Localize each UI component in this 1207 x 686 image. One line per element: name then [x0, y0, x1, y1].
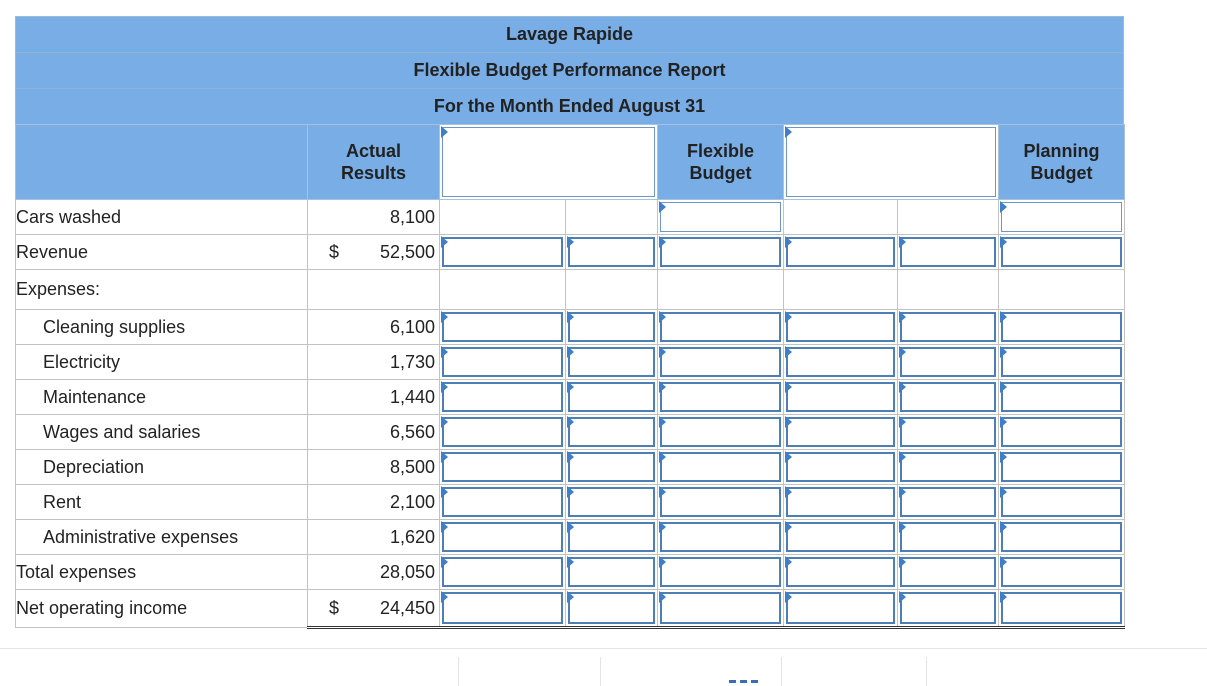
dropdown-marker-icon	[567, 591, 574, 603]
dropdown-marker-icon	[899, 381, 906, 393]
variance-cell	[784, 200, 898, 235]
dropdown-marker-icon	[441, 126, 448, 138]
flexible-input[interactable]	[660, 347, 781, 377]
dropdown-marker-icon	[659, 591, 666, 603]
variance-select[interactable]	[568, 522, 655, 552]
variance-input[interactable]	[442, 417, 563, 447]
dropdown-marker-icon	[899, 556, 906, 568]
dropdown-marker-icon	[567, 236, 574, 248]
dropdown-marker-icon	[659, 416, 666, 428]
variance-input[interactable]	[442, 557, 563, 587]
dropdown-marker-icon	[1000, 201, 1007, 213]
planning-cell[interactable]	[999, 345, 1125, 380]
dropdown-marker-icon	[441, 591, 448, 603]
variance-select[interactable]	[900, 487, 996, 517]
dropdown-marker-icon	[567, 381, 574, 393]
variance-select[interactable]	[568, 557, 655, 587]
variance-select[interactable]	[568, 487, 655, 517]
dropdown-marker-icon	[659, 346, 666, 358]
variance-label-cell[interactable]	[566, 345, 658, 380]
table-row	[16, 450, 1125, 485]
label-cell	[566, 200, 658, 235]
dropdown-marker-icon	[441, 346, 448, 358]
variance-select[interactable]	[900, 417, 996, 447]
planning-cell[interactable]	[999, 310, 1125, 345]
header-input-2[interactable]	[784, 125, 999, 200]
variance-input[interactable]	[786, 452, 895, 482]
variance-amount-cell[interactable]	[440, 235, 566, 270]
planning-input[interactable]	[1001, 417, 1122, 447]
variance-select[interactable]	[900, 347, 996, 377]
actual-cell	[308, 200, 440, 235]
variance-label-cell[interactable]	[898, 235, 999, 270]
variance-amount-cell[interactable]	[784, 520, 898, 555]
dropdown-marker-icon	[441, 486, 448, 498]
report-title: Flexible Budget Performance Report	[15, 52, 1124, 88]
dropdown-marker-icon	[785, 451, 792, 463]
header-flexible-budget	[658, 125, 784, 200]
variance-amount-cell[interactable]	[784, 235, 898, 270]
flexible-cell[interactable]	[658, 555, 784, 590]
dropdown-marker-icon	[567, 416, 574, 428]
variance-amount-cell[interactable]	[440, 345, 566, 380]
report-table	[15, 124, 1125, 629]
flexible-cell[interactable]	[658, 485, 784, 520]
variance-input[interactable]	[786, 347, 895, 377]
header-flexible-label: Flexible Budget	[686, 141, 755, 183]
dropdown-marker-icon	[1000, 591, 1007, 603]
actual-value: 6,560	[389, 421, 435, 442]
column-header-row	[16, 125, 1125, 200]
variance-cell	[440, 200, 566, 235]
dropdown-marker-icon	[659, 236, 666, 248]
variance-input[interactable]	[786, 592, 895, 624]
actual-value: 1,440	[389, 386, 435, 407]
variance-amount-cell[interactable]	[784, 450, 898, 485]
variance-label-cell[interactable]	[898, 590, 999, 628]
actual-cell	[308, 345, 440, 380]
actual-cell	[308, 450, 440, 485]
variance-amount-cell[interactable]	[784, 310, 898, 345]
variance-input[interactable]	[786, 417, 895, 447]
flexible-cell[interactable]	[658, 520, 784, 555]
table-row	[16, 235, 1125, 270]
dropdown-marker-icon	[899, 236, 906, 248]
performance-report	[15, 16, 1124, 629]
dropdown-marker-icon	[441, 521, 448, 533]
variance-input[interactable]	[442, 522, 563, 552]
flexible-cell[interactable]	[658, 590, 784, 628]
variance-label-cell[interactable]	[898, 520, 999, 555]
planning-cell[interactable]	[999, 415, 1125, 450]
variance-input[interactable]	[786, 557, 895, 587]
header-planning-label: Planning Budget	[1023, 141, 1100, 183]
planning-input[interactable]	[1001, 522, 1122, 552]
planning-cell[interactable]	[999, 520, 1125, 555]
header-actual-results	[308, 125, 440, 200]
dropdown-marker-icon	[567, 556, 574, 568]
toolbar-divider	[926, 657, 927, 686]
dollar-sign: $	[329, 597, 340, 618]
dropdown-marker-icon	[1000, 556, 1007, 568]
report-period: For the Month Ended August 31	[15, 88, 1124, 124]
dropdown-marker-icon	[785, 346, 792, 358]
dropdown-marker-icon	[659, 381, 666, 393]
header-input-1[interactable]	[440, 125, 658, 200]
flexible-input[interactable]	[660, 237, 781, 267]
variance-label-cell[interactable]	[566, 590, 658, 628]
dropdown-marker-icon	[1000, 236, 1007, 248]
planning-input[interactable]	[1001, 382, 1122, 412]
variance-label-cell[interactable]	[566, 380, 658, 415]
variance-amount-cell[interactable]	[440, 380, 566, 415]
actual-cell	[308, 235, 440, 270]
variance-input[interactable]	[442, 452, 563, 482]
table-row	[16, 310, 1125, 345]
toolbar-divider	[458, 657, 459, 686]
variance-label-cell[interactable]	[898, 450, 999, 485]
flexible-input[interactable]	[660, 382, 781, 412]
dropdown-marker-icon	[785, 381, 792, 393]
dropdown-marker-icon	[441, 451, 448, 463]
variance-amount-cell[interactable]	[440, 520, 566, 555]
dropdown-marker-icon	[899, 416, 906, 428]
actual-value: 6,100	[389, 316, 435, 337]
dropdown-marker-icon	[1000, 521, 1007, 533]
variance-amount-cell[interactable]	[784, 380, 898, 415]
planning-cell[interactable]	[999, 450, 1125, 485]
dropdown-marker-icon	[659, 451, 666, 463]
empty-cell	[440, 270, 566, 310]
variance-amount-cell[interactable]	[784, 590, 898, 628]
row-label: Cars washed	[16, 200, 308, 235]
flexible-cell[interactable]	[658, 380, 784, 415]
empty-cell	[566, 270, 658, 310]
flexible-input[interactable]	[660, 202, 781, 232]
dollar-sign: $	[329, 241, 340, 262]
variance-select[interactable]	[900, 237, 996, 267]
variance-amount-cell[interactable]	[440, 555, 566, 590]
actual-value: 1,730	[389, 351, 435, 372]
dropdown-marker-icon	[441, 311, 448, 323]
table-row	[16, 270, 1125, 310]
row-label: Electricity	[16, 345, 308, 380]
variance-select[interactable]	[900, 452, 996, 482]
toolbar-divider	[600, 657, 601, 686]
flexible-cell[interactable]	[658, 200, 784, 235]
dropdown-marker-icon	[899, 486, 906, 498]
dropdown-marker-icon	[659, 486, 666, 498]
dropdown-marker-icon	[659, 556, 666, 568]
variance-amount-cell[interactable]	[440, 310, 566, 345]
variance-input[interactable]	[786, 312, 895, 342]
table-row	[16, 380, 1125, 415]
dropdown-marker-icon	[899, 521, 906, 533]
dropdown-marker-icon	[1000, 381, 1007, 393]
row-label: Cleaning supplies	[16, 310, 308, 345]
row-label: Depreciation	[16, 450, 308, 485]
actual-cell	[308, 520, 440, 555]
actual-value: 24,450	[379, 597, 435, 618]
dropdown-marker-icon	[659, 201, 666, 213]
row-label: Revenue	[16, 235, 308, 270]
dropdown-marker-icon	[567, 346, 574, 358]
dropdown-marker-icon	[785, 126, 792, 138]
variance-input[interactable]	[786, 382, 895, 412]
label-cell	[898, 200, 999, 235]
flexible-input[interactable]	[660, 487, 781, 517]
variance-input[interactable]	[442, 382, 563, 412]
actual-cell	[308, 590, 440, 628]
actual-value: 8,500	[389, 456, 435, 477]
variance-input[interactable]	[786, 237, 895, 267]
row-label: Net operating income	[16, 590, 308, 628]
variance-select[interactable]	[900, 382, 996, 412]
row-label: Rent	[16, 485, 308, 520]
table-row	[16, 485, 1125, 520]
variance-input[interactable]	[442, 347, 563, 377]
empty-cell	[658, 270, 784, 310]
variance-input[interactable]	[786, 522, 895, 552]
actual-cell	[308, 380, 440, 415]
variance-amount-cell[interactable]	[784, 345, 898, 380]
dropdown-marker-icon	[659, 311, 666, 323]
dropdown-marker-icon	[899, 346, 906, 358]
table-row	[16, 590, 1125, 628]
actual-value: 1,620	[389, 526, 435, 547]
actual-cell	[308, 555, 440, 590]
table-row	[16, 520, 1125, 555]
planning-input[interactable]	[1001, 452, 1122, 482]
drag-handle-icon[interactable]	[729, 680, 759, 683]
actual-cell	[308, 485, 440, 520]
variance-select[interactable]	[568, 382, 655, 412]
company-name: Lavage Rapide	[15, 16, 1124, 52]
variance-label-cell[interactable]	[898, 555, 999, 590]
empty-cell	[308, 270, 440, 310]
variance-select[interactable]	[900, 522, 996, 552]
flexible-input[interactable]	[660, 312, 781, 342]
dropdown-marker-icon	[567, 486, 574, 498]
flexible-cell[interactable]	[658, 450, 784, 485]
dropdown-marker-icon	[785, 311, 792, 323]
variance-label-cell[interactable]	[566, 235, 658, 270]
variance-label-cell[interactable]	[566, 555, 658, 590]
variance-input[interactable]	[442, 592, 563, 624]
variance-label-cell[interactable]	[898, 485, 999, 520]
variance-amount-cell[interactable]	[440, 485, 566, 520]
dropdown-marker-icon	[1000, 346, 1007, 358]
dropdown-marker-icon	[441, 381, 448, 393]
actual-value: 52,500	[379, 241, 435, 262]
variance-label-cell[interactable]	[566, 415, 658, 450]
actual-value: 2,100	[389, 491, 435, 512]
variance-input[interactable]	[786, 487, 895, 517]
planning-input[interactable]	[1001, 592, 1122, 624]
flexible-cell[interactable]	[658, 310, 784, 345]
variance-label-cell[interactable]	[566, 485, 658, 520]
variance-label-cell[interactable]	[566, 450, 658, 485]
variance-label-cell[interactable]	[898, 310, 999, 345]
variance-amount-cell[interactable]	[440, 590, 566, 628]
header-select-2[interactable]	[786, 127, 996, 197]
dropdown-marker-icon	[785, 236, 792, 248]
flexible-input[interactable]	[660, 557, 781, 587]
variance-select[interactable]	[900, 592, 996, 624]
variance-select[interactable]	[900, 557, 996, 587]
dropdown-marker-icon	[1000, 311, 1007, 323]
planning-input[interactable]	[1001, 237, 1122, 267]
actual-cell	[308, 415, 440, 450]
variance-select[interactable]	[900, 312, 996, 342]
header-planning-budget	[999, 125, 1125, 200]
flexible-input[interactable]	[660, 522, 781, 552]
flexible-input[interactable]	[660, 452, 781, 482]
table-row	[16, 415, 1125, 450]
planning-cell[interactable]	[999, 555, 1125, 590]
variance-select[interactable]	[568, 312, 655, 342]
variance-input[interactable]	[442, 487, 563, 517]
flexible-cell[interactable]	[658, 235, 784, 270]
planning-cell[interactable]	[999, 380, 1125, 415]
variance-label-cell[interactable]	[898, 380, 999, 415]
flexible-cell[interactable]	[658, 415, 784, 450]
planning-cell[interactable]	[999, 235, 1125, 270]
variance-amount-cell[interactable]	[784, 555, 898, 590]
row-label: Maintenance	[16, 380, 308, 415]
row-label: Administrative expenses	[16, 520, 308, 555]
planning-input[interactable]	[1001, 202, 1122, 232]
variance-amount-cell[interactable]	[440, 415, 566, 450]
variance-label-cell[interactable]	[898, 415, 999, 450]
table-row	[16, 200, 1125, 235]
actual-value: 8,100	[389, 206, 435, 227]
variance-select[interactable]	[568, 592, 655, 624]
row-label: Wages and salaries	[16, 415, 308, 450]
header-blank	[16, 125, 308, 200]
variance-label-cell[interactable]	[566, 310, 658, 345]
dropdown-marker-icon	[785, 486, 792, 498]
flexible-cell[interactable]	[658, 345, 784, 380]
toolbar-divider	[781, 657, 782, 686]
variance-select[interactable]	[568, 452, 655, 482]
flexible-input[interactable]	[660, 417, 781, 447]
actual-cell	[308, 310, 440, 345]
dropdown-marker-icon	[785, 416, 792, 428]
variance-input[interactable]	[442, 312, 563, 342]
dropdown-marker-icon	[899, 451, 906, 463]
row-label: Expenses:	[16, 270, 308, 310]
table-row	[16, 345, 1125, 380]
dropdown-marker-icon	[1000, 451, 1007, 463]
bottom-toolbar	[0, 648, 1207, 686]
dropdown-marker-icon	[567, 521, 574, 533]
variance-label-cell[interactable]	[898, 345, 999, 380]
variance-amount-cell[interactable]	[440, 450, 566, 485]
variance-label-cell[interactable]	[566, 520, 658, 555]
planning-input[interactable]	[1001, 487, 1122, 517]
empty-cell	[784, 270, 898, 310]
variance-select[interactable]	[568, 347, 655, 377]
variance-select[interactable]	[568, 237, 655, 267]
dropdown-marker-icon	[785, 591, 792, 603]
dropdown-marker-icon	[1000, 486, 1007, 498]
variance-amount-cell[interactable]	[784, 485, 898, 520]
planning-input[interactable]	[1001, 312, 1122, 342]
header-select-1[interactable]	[442, 127, 655, 197]
dropdown-marker-icon	[567, 311, 574, 323]
variance-amount-cell[interactable]	[784, 415, 898, 450]
planning-cell[interactable]	[999, 590, 1125, 628]
dropdown-marker-icon	[785, 556, 792, 568]
dropdown-marker-icon	[441, 556, 448, 568]
empty-cell	[898, 270, 999, 310]
dropdown-marker-icon	[785, 521, 792, 533]
empty-cell	[999, 270, 1125, 310]
header-actual-label: Actual Results	[340, 141, 407, 183]
row-label: Total expenses	[16, 555, 308, 590]
planning-cell[interactable]	[999, 200, 1125, 235]
actual-value: 28,050	[379, 561, 435, 582]
dropdown-marker-icon	[1000, 416, 1007, 428]
variance-select[interactable]	[568, 417, 655, 447]
dropdown-marker-icon	[659, 521, 666, 533]
dropdown-marker-icon	[899, 591, 906, 603]
planning-cell[interactable]	[999, 485, 1125, 520]
flexible-input[interactable]	[660, 592, 781, 624]
variance-input[interactable]	[442, 237, 563, 267]
planning-input[interactable]	[1001, 347, 1122, 377]
dropdown-marker-icon	[899, 311, 906, 323]
dropdown-marker-icon	[441, 416, 448, 428]
planning-input[interactable]	[1001, 557, 1122, 587]
dropdown-marker-icon	[567, 451, 574, 463]
dropdown-marker-icon	[441, 236, 448, 248]
table-row	[16, 555, 1125, 590]
